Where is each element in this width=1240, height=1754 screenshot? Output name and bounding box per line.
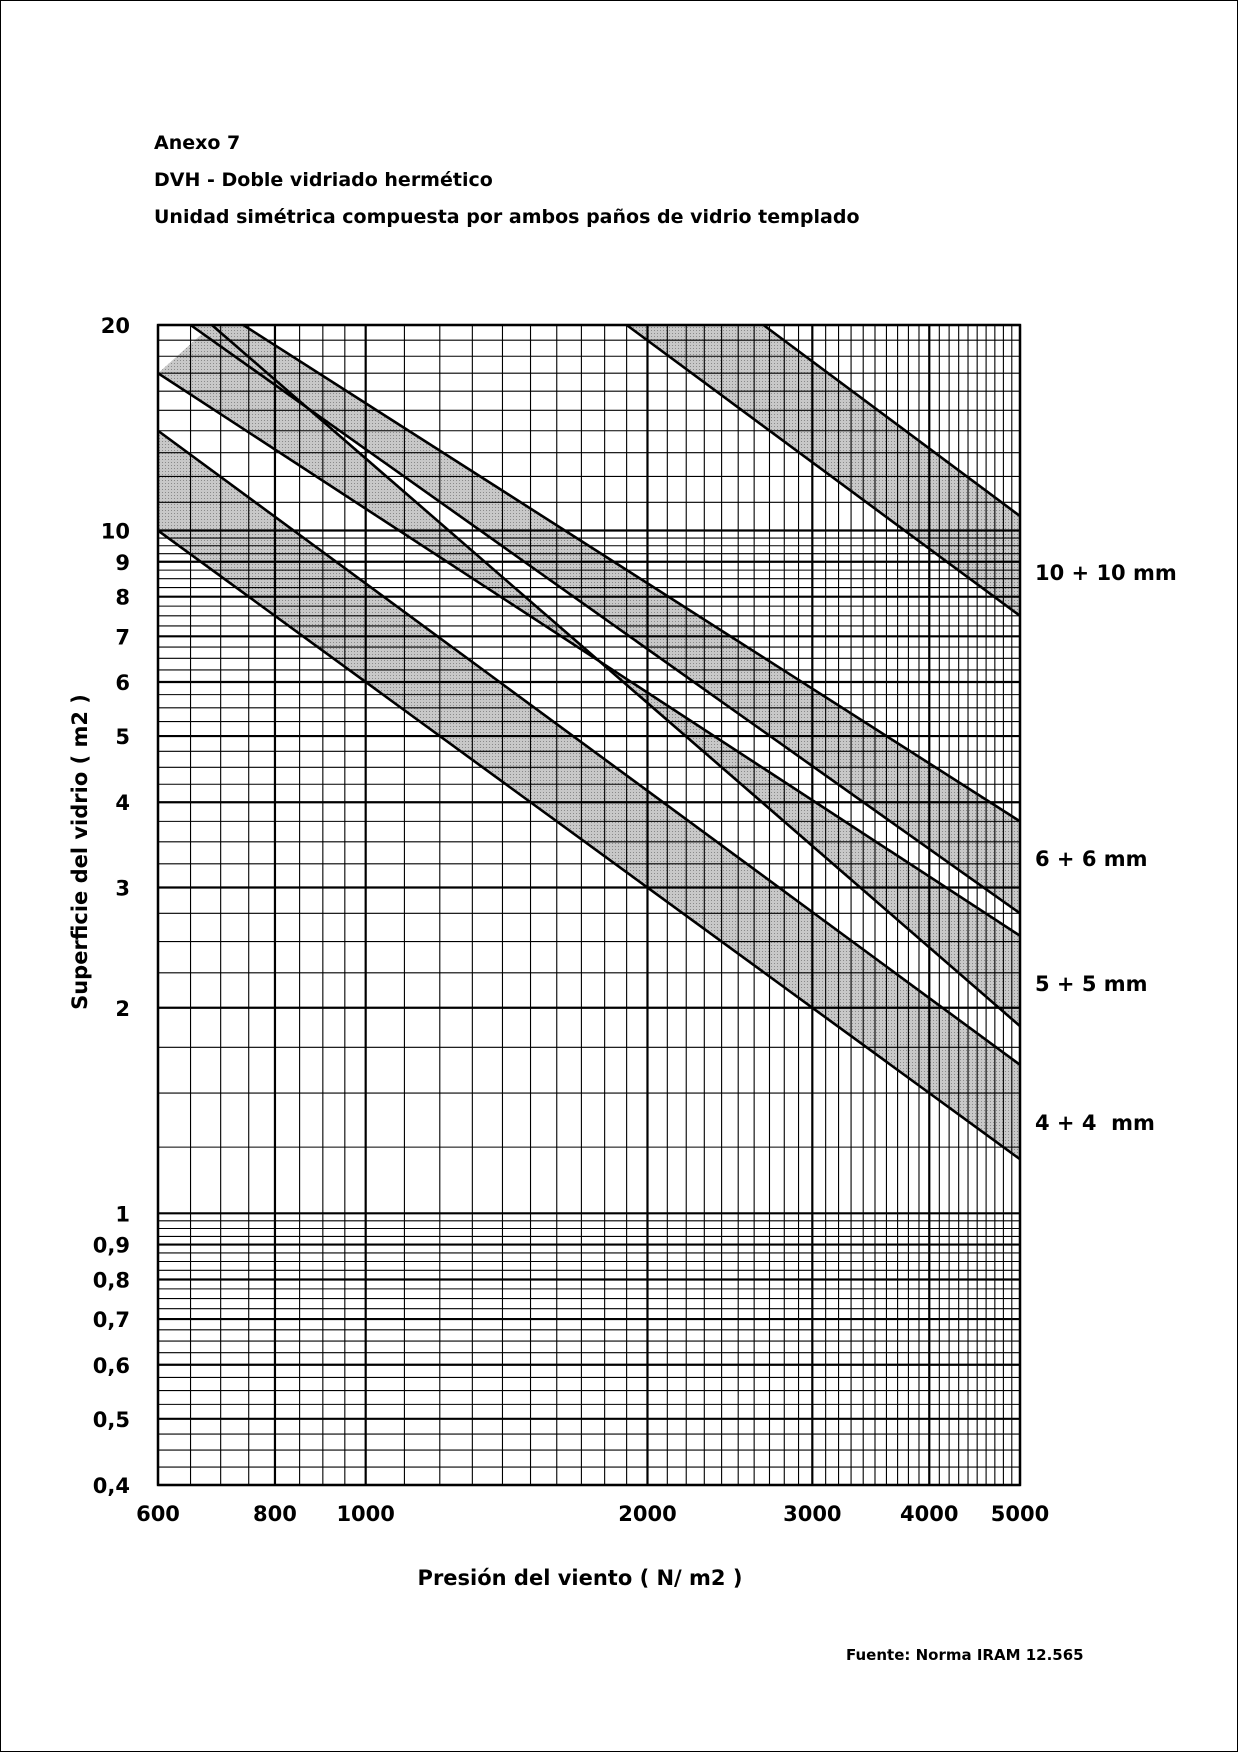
y-tick-label: 3 — [115, 876, 130, 901]
x-tick-label: 4000 — [900, 1502, 959, 1526]
x-tick-label: 5000 — [990, 1502, 1050, 1526]
annex-title: Anexo 7 — [154, 132, 241, 154]
band-3-upper-line — [243, 325, 1020, 821]
y-tick-label: 0,4 — [92, 1474, 130, 1498]
series-label: 4 + 4 mm — [1035, 1111, 1155, 1135]
y-tick-label: 0,9 — [92, 1233, 130, 1258]
y-tick-label: 6 — [115, 671, 130, 696]
y-tick-label: 0,5 — [92, 1407, 130, 1432]
y-tick-label: 0,6 — [92, 1353, 130, 1378]
x-tick-label: 1000 — [336, 1502, 395, 1526]
x-tick-label: 800 — [253, 1502, 297, 1526]
y-tick-label: 5 — [115, 725, 130, 750]
bands-layer — [158, 325, 1020, 1159]
band-1-lower-line — [158, 531, 1020, 1160]
y-tick-label: 0,7 — [92, 1308, 130, 1333]
chart-description: Unidad simétrica compuesta por ambos paños de vidrio templado — [154, 206, 860, 228]
x-axis-label: Presión del viento ( N/ m2 ) — [417, 1566, 743, 1590]
y-tick-label: 4 — [115, 791, 130, 816]
y-tick-label: 7 — [115, 625, 130, 650]
series-label: 5 + 5 mm — [1035, 972, 1148, 996]
x-tick-label: 600 — [136, 1502, 180, 1526]
x-tick-label: 3000 — [783, 1502, 842, 1526]
y-tick-label: 10 — [100, 519, 130, 544]
source-note: Fuente: Norma IRAM 12.565 — [846, 1646, 1084, 1664]
y-tick-label: 20 — [100, 314, 130, 338]
y-tick-label: 1 — [115, 1202, 130, 1227]
y-tick-label: 2 — [115, 996, 130, 1021]
y-axis-label: Superficie del vidrio ( m2 ) — [68, 694, 92, 1010]
y-tick-label: 8 — [115, 585, 130, 610]
series-label: 10 + 10 mm — [1035, 561, 1177, 585]
y-tick-label: 9 — [115, 550, 130, 575]
y-tick-label: 0,8 — [92, 1268, 130, 1293]
chart-subtitle: DVH - Doble vidriado hermético — [154, 169, 493, 191]
x-tick-label: 2000 — [618, 1502, 677, 1526]
series-labels-layer — [1035, 561, 1177, 1135]
series-label: 6 + 6 mm — [1035, 847, 1148, 871]
